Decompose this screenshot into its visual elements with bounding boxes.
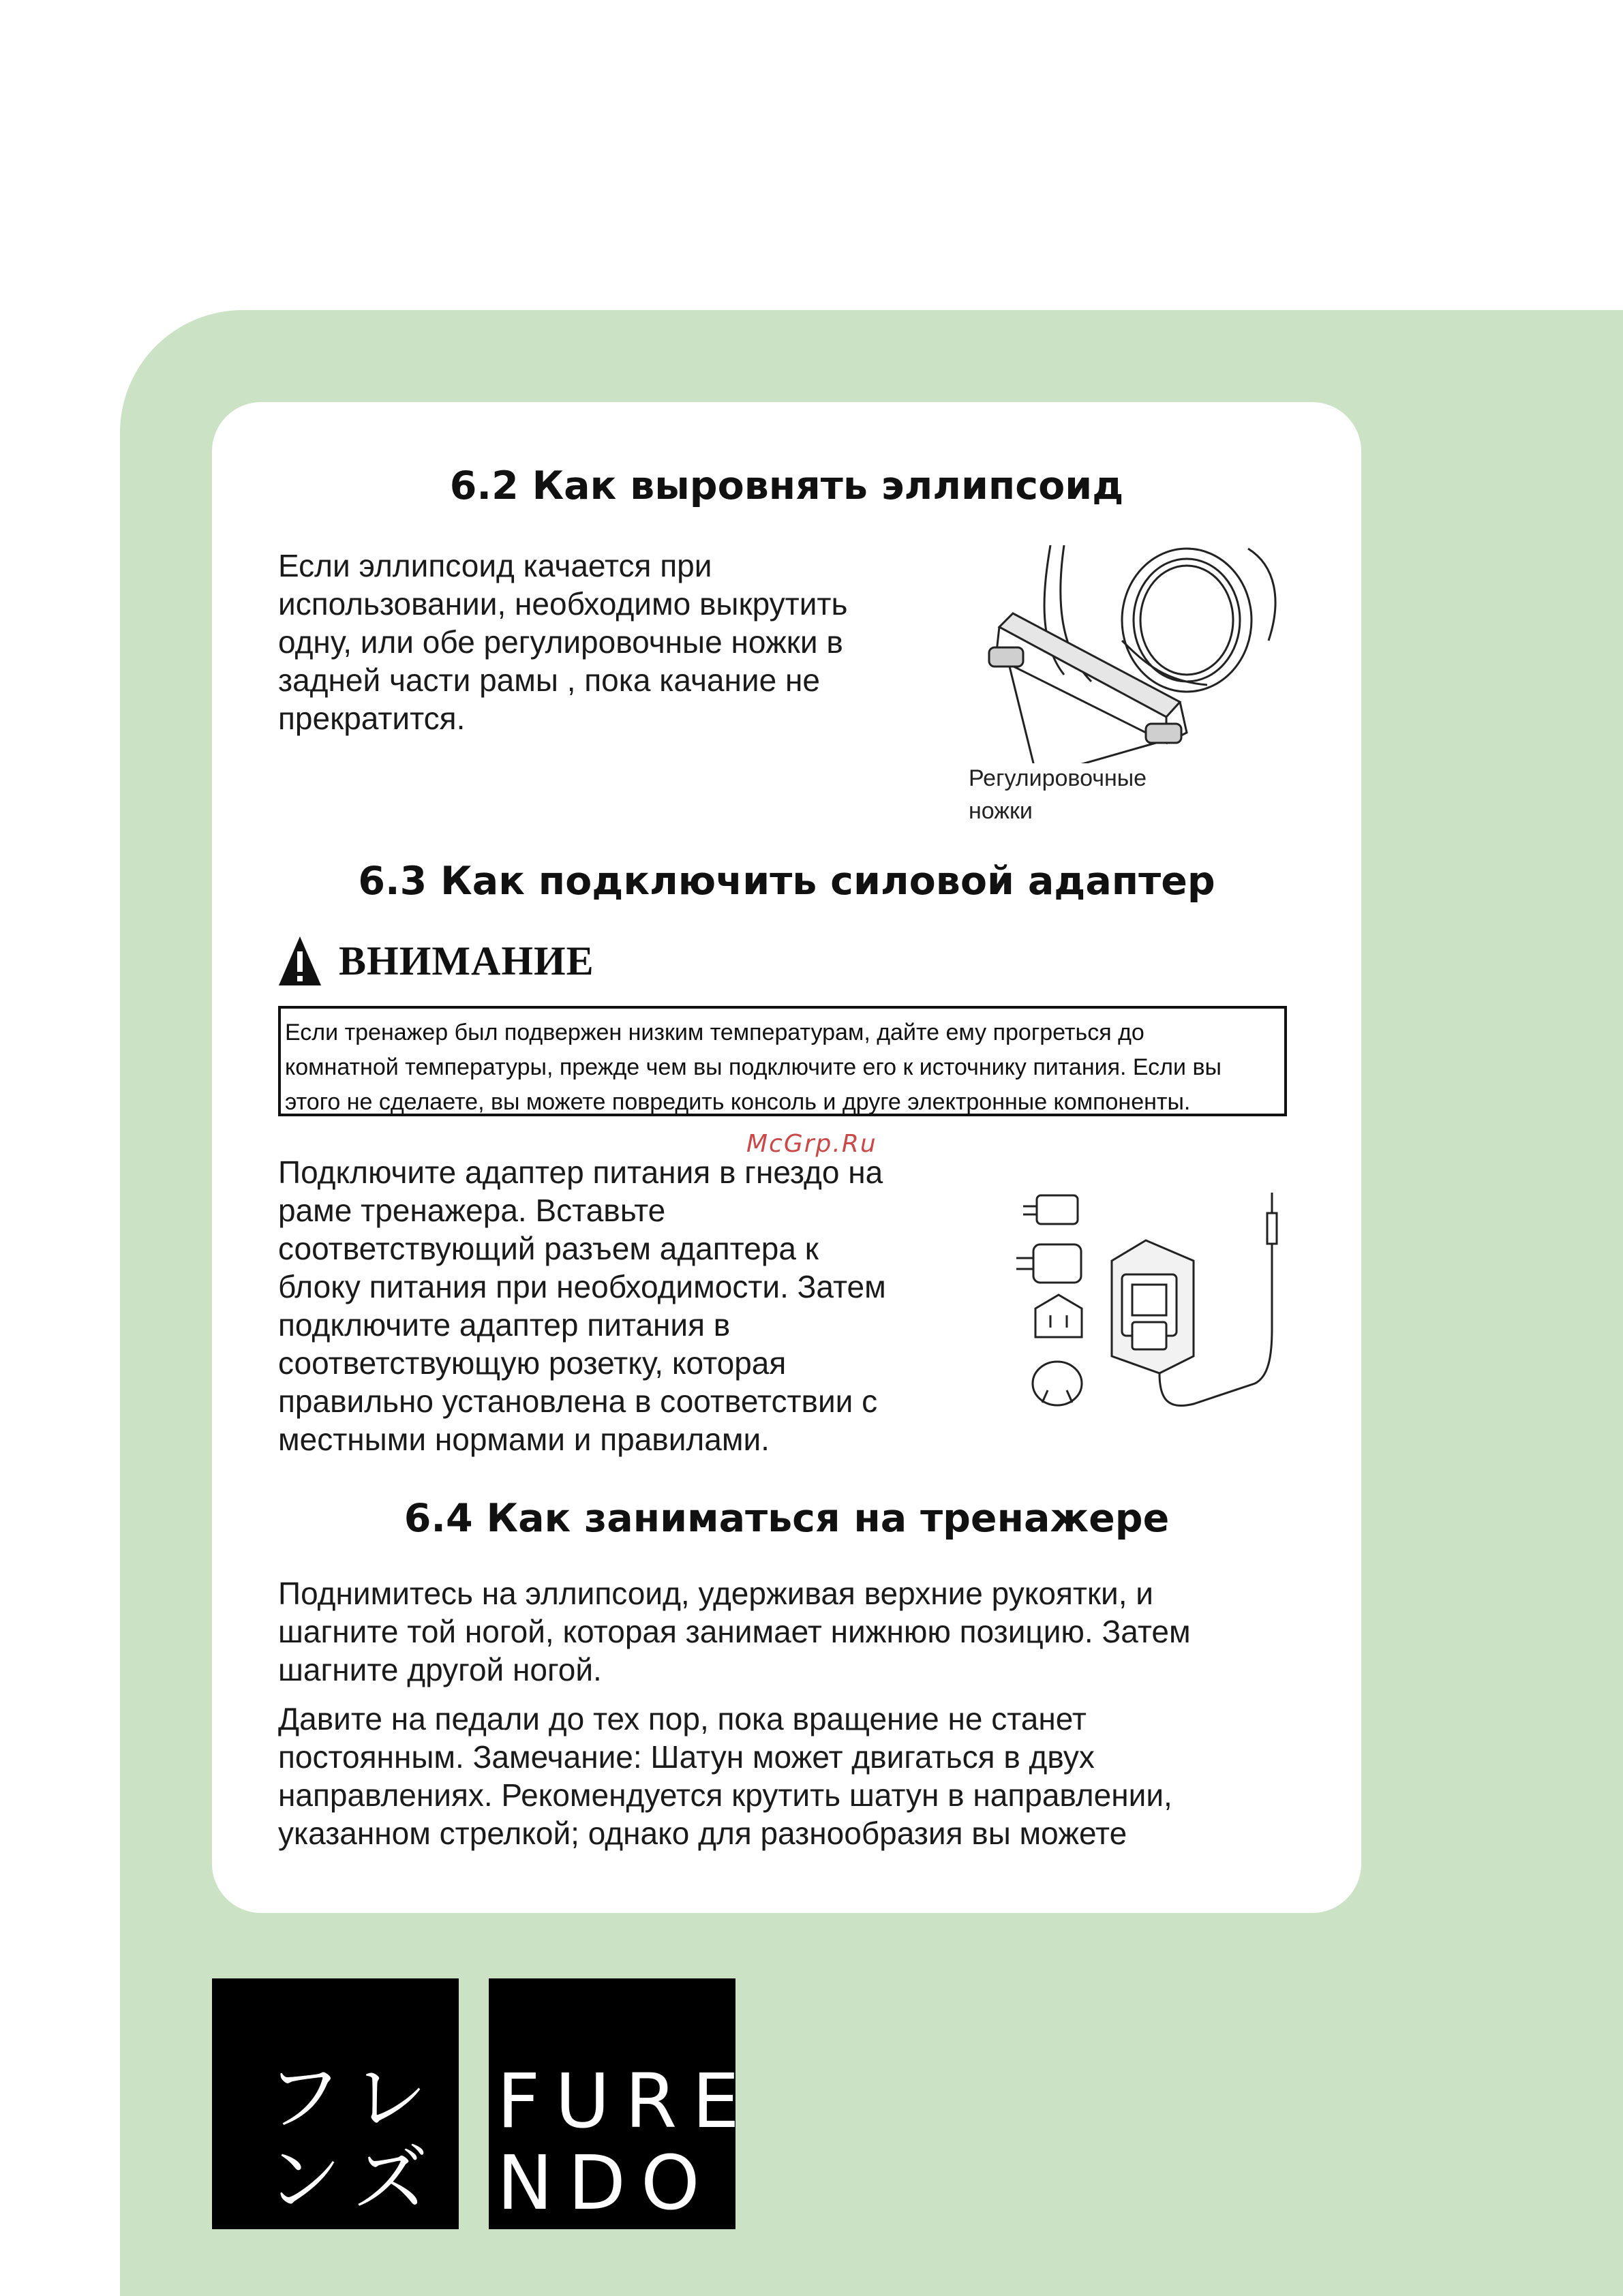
section-6-3-body [278,1153,886,1458]
text-line: раме тренажера. Вставьте [278,1193,666,1228]
text-line: шагните той ногой, которая занимает нижнюю позицию. Затем [278,1614,1191,1649]
text-line: правильно установлена в соответствии с [278,1383,878,1419]
text-line: подключите адаптер питания в [278,1307,731,1343]
warning-label: ВНИМАНИЕ [339,938,594,983]
section-6-2-body [278,547,847,737]
text-line: блоку питания при необходимости. Затем [278,1269,886,1304]
logo-jp-line-2: ンズ [267,2136,442,2223]
text-line: Если эллипсоид качается при [278,548,712,583]
text-line: Давите на педали до тех пор, пока вращение не станет [278,1701,1087,1736]
warning-line: Если тренажер был подвержен низким температурам, дайте ему прогреться до [285,1020,1144,1045]
text-line: Поднимитесь на эллипсоид, удерживая верхние рукоятки, и [278,1576,1154,1611]
caption-line: ножки [969,798,1033,824]
section-6-4-para-1 [278,1574,1191,1689]
content-card [212,402,1361,1913]
text-line: местными нормами и правилами. [278,1422,770,1457]
logo-japanese-block [212,1978,459,2229]
logo-jp-line-1: フレ [267,2054,441,2141]
warning-line: этого не сделаете, вы можете повредить консоль и друге электронные компоненты. [285,1089,1191,1115]
text-line: указанном стрелкой; однако для разнообразия вы можете [278,1816,1127,1851]
leveling-feet-caption [969,762,1147,827]
caption-line: Регулировочные [969,765,1147,791]
warning-box [278,1006,1287,1116]
text-line: направлениях. Рекомендуется крутить шатун в направлении, [278,1777,1172,1813]
logo-en-line-2: NDO [497,2139,715,2226]
section-6-4-para-2 [278,1700,1172,1852]
logo-en-line-1: FURE [497,2057,755,2145]
warning-icon [277,935,322,987]
text-line: шагните другой ногой. [278,1652,602,1687]
text-line: прекратится. [278,701,466,736]
logo-latin-block [489,1978,755,2229]
text-line: соответствующий разъем адаптера к [278,1231,819,1266]
text-line: соответствующую розетку, которая [278,1345,787,1381]
watermark: McGrp.Ru [746,1130,877,1158]
text-line: задней части рамы , пока качание не [278,662,820,698]
text-line: одну, или обе регулировочные ножки в [278,624,843,660]
text-line: использовании, необходимо выкрутить [278,586,848,622]
warning-line: комнатной температуры, прежде чем вы подключите его к источнику питания. Если вы [285,1054,1222,1080]
section-6-2-title: 6.2 Как выровнять эллипсоид [449,463,1124,508]
section-6-4-title: 6.4 Как заниматься на тренажере [404,1496,1170,1541]
text-line: Подключите адаптер питания в гнездо на [278,1154,883,1190]
power-adapter-illustration [996,1186,1282,1431]
warning-header [277,934,594,988]
text-line: постоянным. Замечание: Шатун может двигаться в двух [278,1739,1095,1775]
section-6-3-title: 6.3 Как подключить силовой адаптер [358,859,1215,904]
leveling-feet-illustration [962,545,1289,763]
